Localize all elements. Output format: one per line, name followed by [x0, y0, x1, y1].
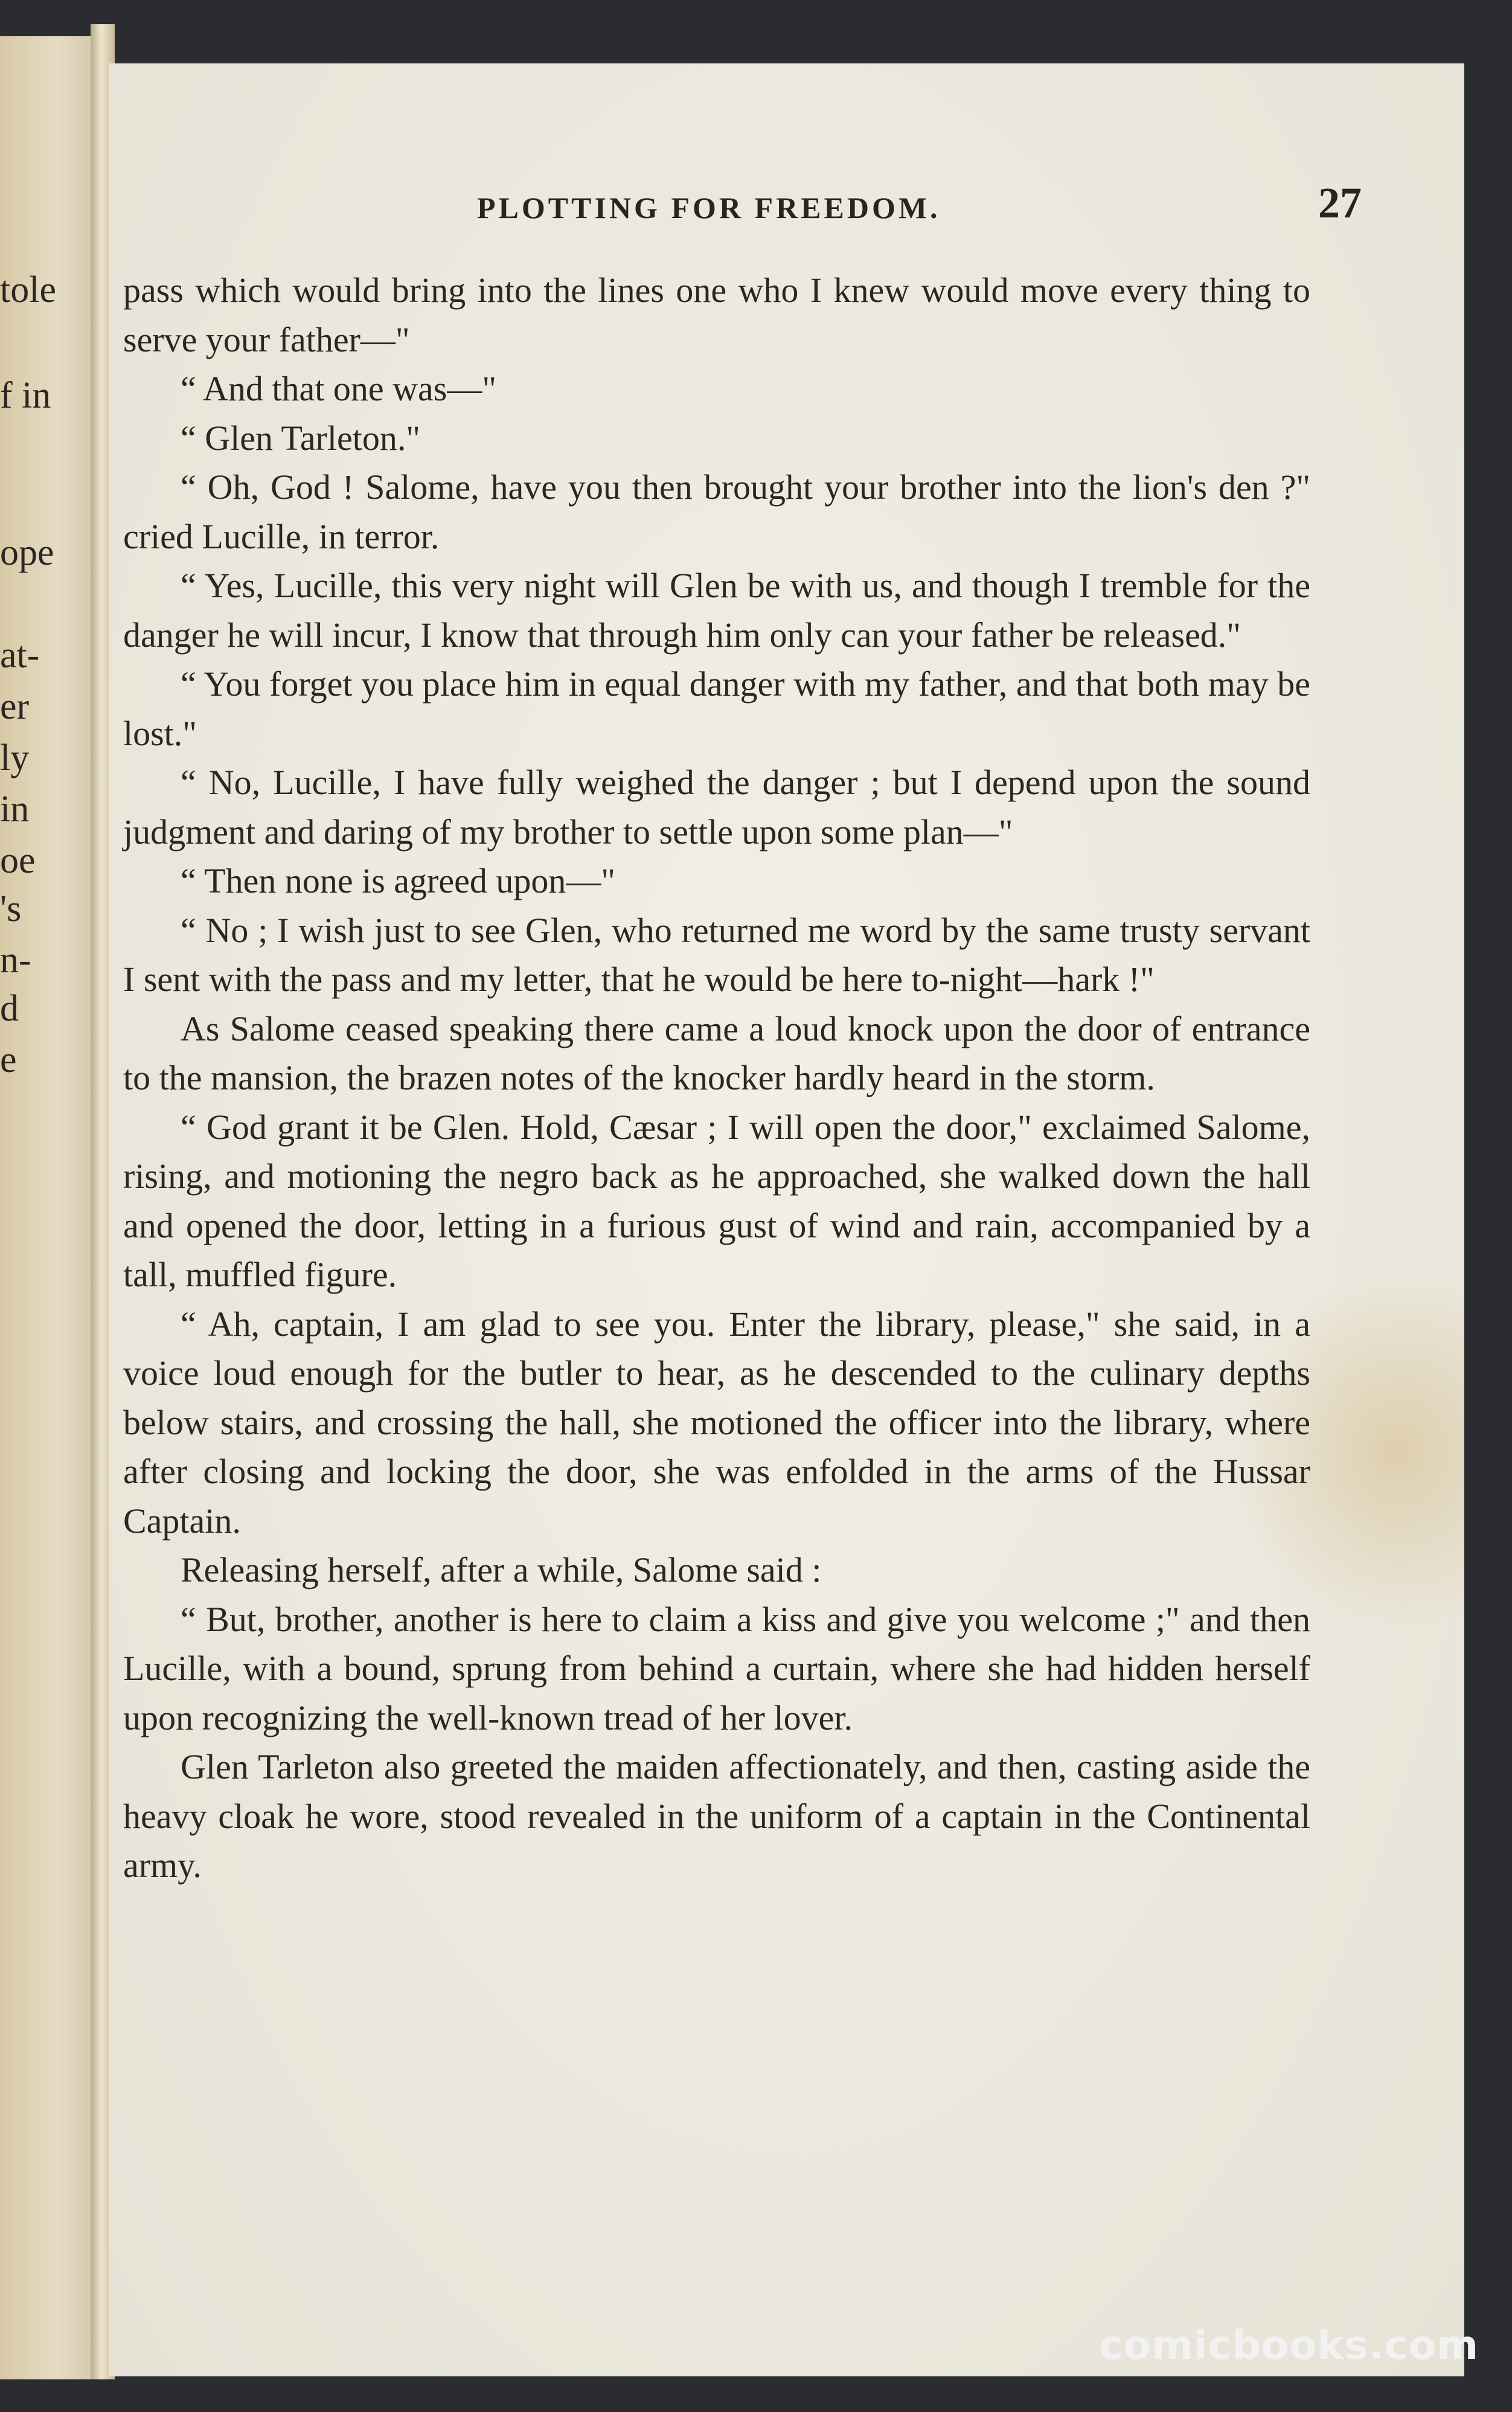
previous-page-edge [0, 36, 106, 2379]
paragraph: “ But, brother, another is here to claim a kiss and give you welcome ;" and then Lucille, with a bound, sprung from behind a curtain, where she had hidden herself upon recognizing the well-known tread of her lover. [123, 1599, 1310, 1737]
body-text [123, 266, 1310, 1890]
prev-page-fragment: at- [0, 635, 40, 676]
prev-page-fragment: e [0, 1039, 17, 1080]
paragraph: “ No ; I wish just to see Glen, who returned me word by the same trusty servant I sent with the pass and my letter, that he would be here to-night—hark !" [123, 910, 1310, 999]
paragraph: “ You forget you place him in equal danger with my father, and that both may be lost." [123, 664, 1310, 753]
prev-page-fragment: ope [0, 532, 54, 573]
paragraph: “ Glen Tarleton." [181, 418, 421, 458]
paragraph: “ Ah, captain, I am glad to see you. Enter the library, please," she said, in a voice loud enough for the butler to hear, as he descended to the culinary depths below stairs, and crossing the hall, she motioned the officer into the library, where after closing and locking the door, she was enfolded in the arms of the Hussar Captain. [123, 1304, 1310, 1541]
prev-page-fragment: 's [0, 888, 22, 929]
paragraph: Glen Tarleton also greeted the maiden affectionately, and then, casting aside the heavy cloak he wore, stood revealed in the uniform of a captain in the Continental army. [123, 1747, 1310, 1885]
watermark-logo: comicbooks.com [1099, 2322, 1479, 2369]
paragraph: “ Oh, God ! Salome, have you then brought your brother into the lion's den ?" cried Lucille, in terror. [123, 467, 1310, 556]
prev-page-fragment: ly [0, 737, 30, 778]
paragraph: “ Yes, Lucille, this very night will Glen be with us, and though I tremble for the danger he will incur, I know that through him only can your father be released." [123, 566, 1310, 655]
paragraph: “ Then none is agreed upon—" [181, 861, 616, 900]
prev-page-fragment: n- [0, 940, 31, 981]
prev-page-fragment: er [0, 686, 30, 727]
prev-page-fragment: in [0, 789, 30, 830]
prev-page-fragment: tole [0, 269, 56, 310]
prev-page-fragment: oe [0, 840, 36, 881]
prev-page-fragment: f in [0, 375, 51, 416]
page-number: 27 [1318, 179, 1362, 227]
prev-page-fragment: d [0, 988, 19, 1029]
paragraph: “ And that one was—" [181, 369, 497, 408]
paragraph: As Salome ceased speaking there came a loud knock upon the door of entrance to the mansion, the brazen notes of the knocker hardly heard in the storm. [123, 1009, 1310, 1097]
paragraph: pass which would bring into the lines one who I knew would move every thing to serve your father—" [123, 271, 1310, 359]
paragraph: “ No, Lucille, I have fully weighed the danger ; but I depend upon the sound judgment and daring of my brother to settle upon some plan—" [123, 763, 1310, 852]
page-header [109, 178, 1464, 233]
book-page [109, 63, 1464, 2376]
running-title: PLOTTING FOR FREEDOM. [477, 191, 941, 225]
paragraph: Releasing herself, after a while, Salome said : [181, 1550, 822, 1589]
paragraph: “ God grant it be Glen. Hold, Cæsar ; I will open the door," exclaimed Salome, rising, and motioning the negro back as he approached, she walked down the hall and opened the door, letting in a furious gust of wind and rain, accompanied by a tall, muffled figure. [123, 1107, 1310, 1294]
